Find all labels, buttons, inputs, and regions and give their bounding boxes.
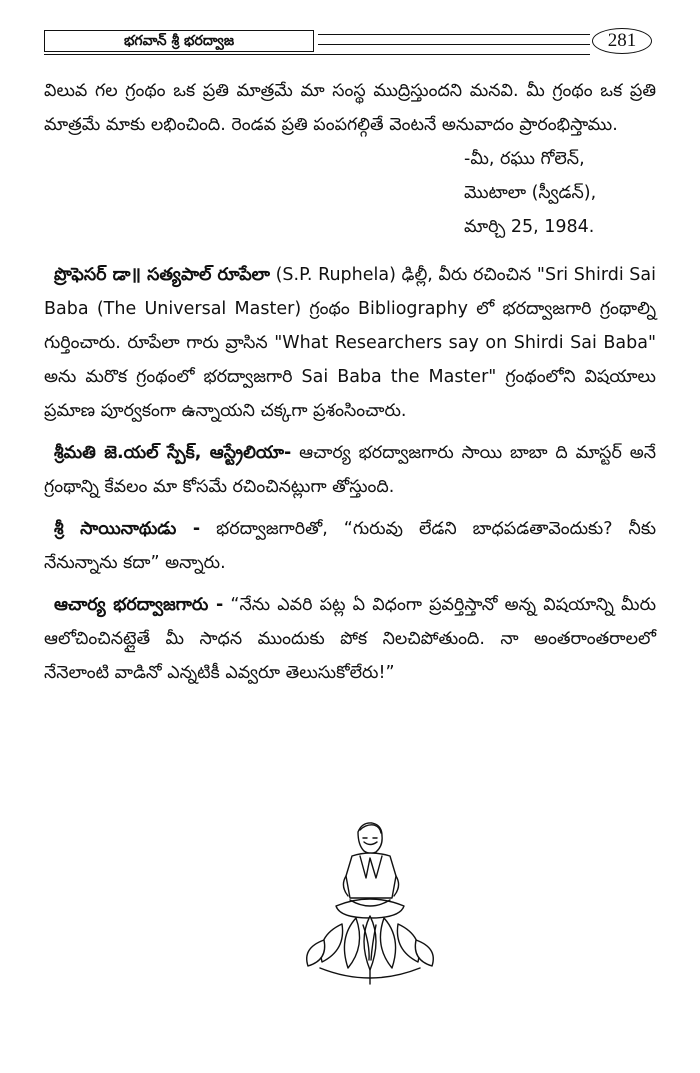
speaker-name: శ్రీమతి జె.యల్ స్పేక్, ఆస్ట్రేలియా- xyxy=(54,443,292,463)
letter-signature xyxy=(44,142,656,244)
signature-place: మొటాలా (స్వీడన్), xyxy=(464,183,597,203)
speaker-name: ప్రొఫెసర్ డా॥ సత్యపాల్ రూపేలా xyxy=(54,265,270,285)
speaker-name: ఆచార్య భరద్వాజగారు - xyxy=(54,595,224,615)
paragraph-sainath xyxy=(44,512,656,580)
header-rule xyxy=(318,44,590,45)
header-rule xyxy=(44,54,590,55)
running-title: భగవాన్ శ్రీ భరద్వాజ xyxy=(44,30,314,52)
paragraph-text: ఆచార్య భరద్వాజగారు సాయి బాబా ది మాస్టర్ అనే గ్రంథాన్ని కేవలం మా కోసమే రచించినట్లుగా తోస్తుంది. xyxy=(44,443,656,497)
lotus-figure-illustration xyxy=(300,820,440,990)
paragraph-text: భరద్వాజగారితో, “గురువు లేడని బాధపడతావెందుకు? నీకు నేనున్నాను కదా” అన్నారు. xyxy=(44,519,657,573)
signature-date: మార్చి 25, 1984. xyxy=(464,217,595,237)
paragraph-text: “నేను ఎవరి పట్ల ఏ విధంగా ప్రవర్తిస్తానో అన్న విషయాన్ని మీరు ఆలోచించినట్లైతే మీ సాధన ముందుకు పోక నిలచిపోతుంది. నా అంతరాంతరాలలో నేనెలాంటి వాడినో ఎన్నటికీ ఎవ్వరూ తెలుసుకోలేరు!” xyxy=(44,595,657,683)
paragraph-text: (S.P. Ruphela) ఢిల్లీ, వీరు రచించిన "Sri Shirdi Sai Baba (The Universal Master) గ్రంథం Bibliography లో భరద్వాజగారి గ్రంథాల్ని గుర్తించారు. రూపేలా గారు వ్రాసిన "What Researchers say on Shirdi Sai Baba" అను మరొక గ్రంథంలో భరద్వాజగారి Sai Baba the Master" గ్రంథంలోని విషయాలు ప్రమాణ పూర్వకంగా ఉన్నాయని చక్కగా ప్రశంసించారు. xyxy=(44,265,656,421)
speaker-name: శ్రీ సాయినాథుడు - xyxy=(54,519,201,539)
paragraph-ruphela xyxy=(44,258,656,428)
paragraph-speck xyxy=(44,436,656,504)
paragraph-letter: విలువ గల గ్రంథం ఒక ప్రతి మాత్రమే మా సంస్థ ముద్రిస్తుందని మనవి. మీ గ్రంథం ఒక ప్రతి మాత్రమే మాకు లభించింది. రెండవ ప్రతి పంపగల్గితే వెంటనే అనువాదం ప్రారంభిస్తాము. xyxy=(44,81,656,135)
page-header xyxy=(44,30,656,56)
paragraph-acharya xyxy=(44,588,656,690)
signature-name: -మీ, రఘు గోలెన్, xyxy=(464,149,585,169)
page-body xyxy=(44,74,656,690)
header-rule xyxy=(318,34,590,35)
page-number: 281 xyxy=(592,28,652,54)
